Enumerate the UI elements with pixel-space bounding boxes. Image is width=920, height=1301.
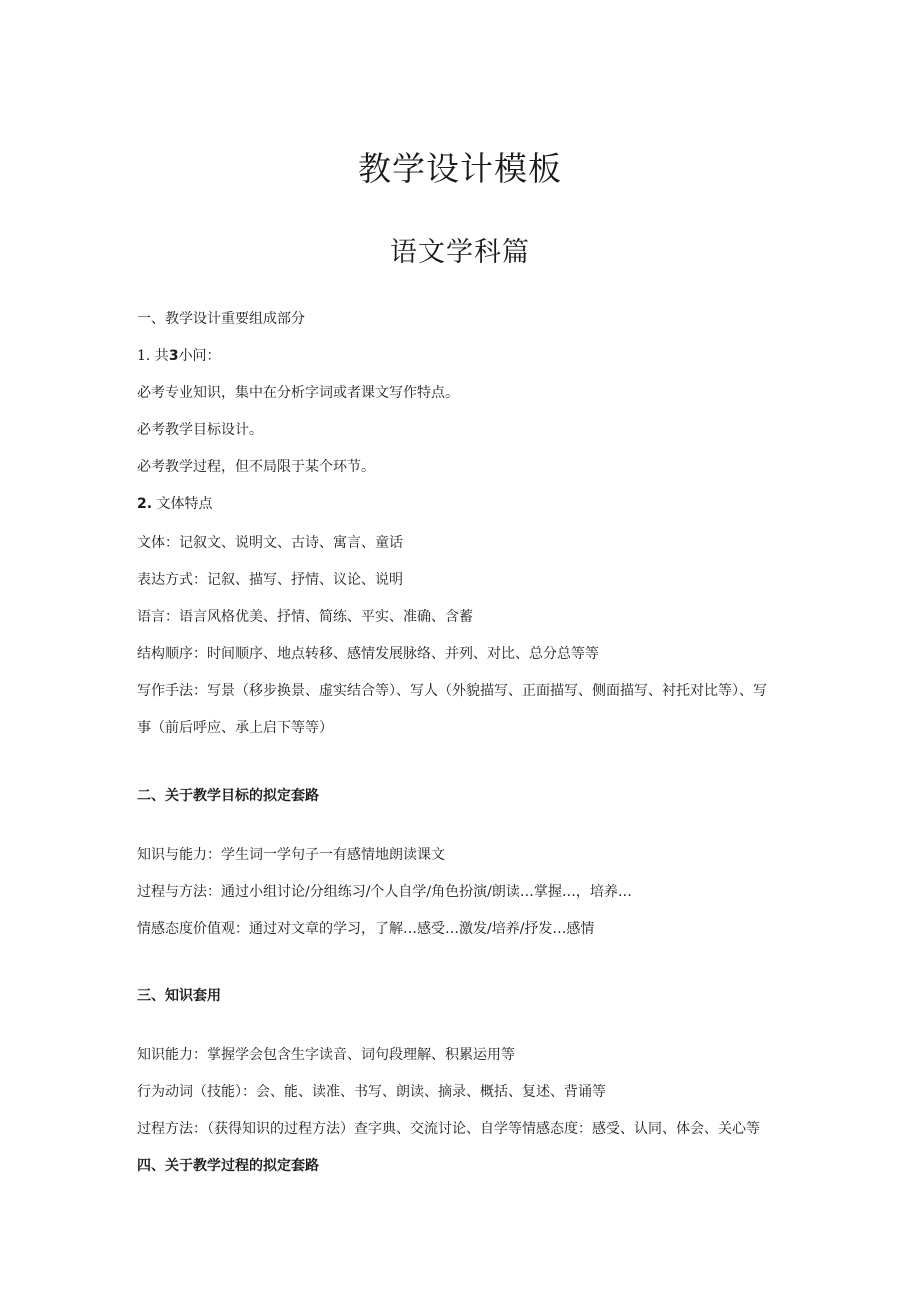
item1-prefix: 1. 共 bbox=[137, 348, 169, 364]
item1-suffix: 小问： bbox=[178, 348, 221, 364]
section4-heading: 四、关于教学过程的拟定套路 bbox=[137, 1158, 319, 1174]
question-2: 必考教学目标设计。 bbox=[137, 422, 263, 438]
item1-line bbox=[137, 346, 777, 366]
verbs-line: 行为动词（技能）：会、能、读准、书写、朗读、摘录、概括、复述、背诵等 bbox=[137, 1084, 606, 1100]
structure-line: 结构顺序：时间顺序、地点转移、感情发展脉络、并列、对比、总分总等等 bbox=[137, 646, 599, 662]
question-3: 必考教学过程，但不局限于某个环节。 bbox=[137, 459, 375, 475]
section2-heading: 二、关于教学目标的拟定套路 bbox=[137, 788, 319, 804]
item1-number: 3 bbox=[168, 348, 179, 364]
section3-heading: 三、知识套用 bbox=[137, 988, 221, 1004]
item2-label: 文体特点 bbox=[156, 496, 213, 512]
item2-line bbox=[137, 494, 777, 514]
technique-line: 写作手法：写景（移步换景、虚实结合等）、写人（外貌描写、正面描写、侧面描写、衬托对比等）、写事（前后呼应、承上启下等等） bbox=[137, 683, 767, 736]
section1-heading: 一、教学设计重要组成部分 bbox=[137, 311, 305, 327]
document-subtitle: 语文学科篇 bbox=[390, 237, 530, 268]
knowledge-goal: 知识与能力：学生词一学句子一有感情地朗读课文 bbox=[137, 847, 445, 863]
document-title: 教学设计模板 bbox=[358, 149, 562, 188]
genre-line: 文体：记叙文、说明文、古诗、寓言、童话 bbox=[137, 535, 403, 551]
language-line: 语言：语言风格优美、抒情、简练、平实、准确、含蓄 bbox=[137, 609, 473, 625]
process-goal: 过程与方法：通过小组讨论/分组练习/个人自学/角色扮演/朗读…掌握…，培养… bbox=[137, 884, 632, 900]
method-line bbox=[137, 1111, 767, 1185]
method-text: 过程方法：（获得知识的过程方法）查字典、交流讨论、自学等情感态度：感受、认同、体会、关心等 bbox=[137, 1121, 760, 1137]
question-1: 必考专业知识，集中在分析字词或者课文写作特点。 bbox=[137, 385, 459, 401]
ability-line: 知识能力：掌握学会包含生字读音、词句段理解、积累运用等 bbox=[137, 1047, 515, 1063]
expression-line: 表达方式：记叙、描写、抒情、议论、说明 bbox=[137, 572, 403, 588]
item2-number: 2. bbox=[137, 496, 153, 512]
emotion-goal: 情感态度价值观：通过对文章的学习，了解…感受…激发/培养/抒发…感情 bbox=[137, 921, 595, 937]
